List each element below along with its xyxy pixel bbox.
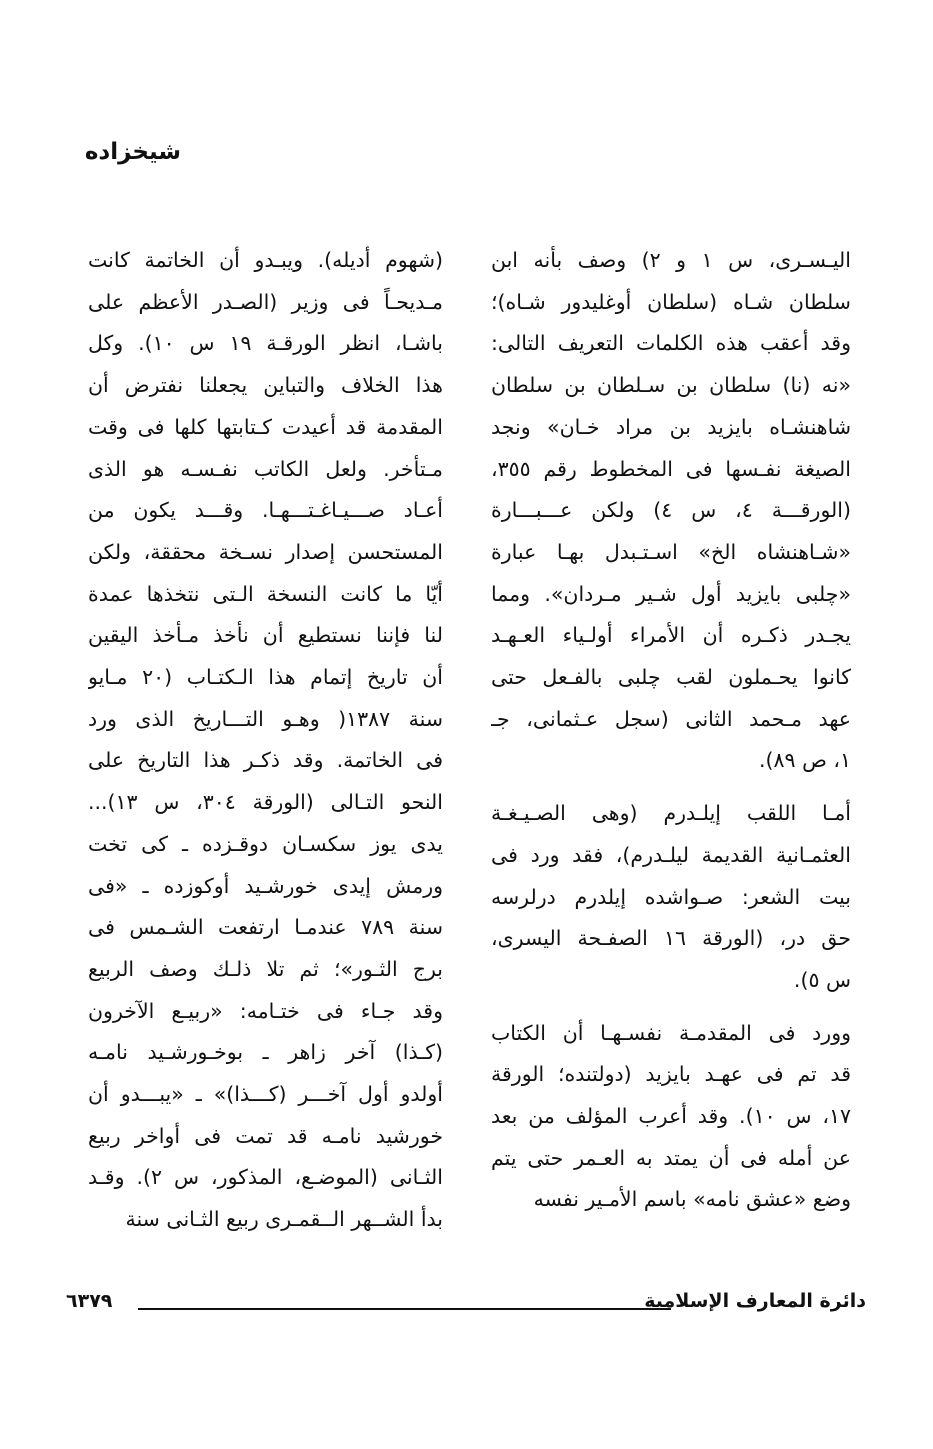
text-line: فى الخاتمة. وقد ذكـر هذا التاريخ على — [88, 748, 443, 773]
text-line: يدى يوز سكسـان دوقـزده ـ كى تخت — [88, 831, 443, 856]
footer-page-number: ٦٣٧٩ — [66, 1290, 113, 1312]
text-line: وقد أعقب هذه الكلمات التعريف التالى: — [491, 331, 851, 356]
text-line: (شهوم أديله). ويبـدو أن الخاتمة كانت — [88, 248, 443, 272]
text-line: شاهنشـاه بايزيد بن مراد خـان» ونجد — [491, 414, 851, 439]
text-line: الصيغة نفـسها فى المخطوط رقم ٣٥٥، — [491, 456, 851, 481]
text-line: قد تم فى عهـد بايزيد (دولتنده؛ الورقة — [491, 1062, 851, 1087]
page-title: شيخزاده — [84, 139, 181, 165]
text-line: أعـاد صـــيـاغـتـــهـا. وقـــد يكون من — [88, 498, 443, 523]
text-line: وقد جـاء فى ختـامه: «ربيـع الآخرون — [88, 998, 443, 1023]
text-line: كانوا يحـملون لقب چلبى بالفـعل حتى — [491, 665, 851, 690]
text-line: وورد فى المقدمـة نفسـهـا أن الكتاب — [491, 1020, 851, 1045]
text-line: حق در، (الورقة ١٦ الصفـحة اليسرى، — [491, 926, 851, 951]
text-line: هذا الخلاف والتباين يجعلنا نفترض أن — [88, 373, 443, 398]
text-line: اليـسـرى، س ١ و ٢) وصف بأنه ابن — [491, 248, 851, 272]
text-line: برج الثـور»؛ ثم تلا ذلـك وصف الربيع — [88, 956, 443, 981]
text-line: العثمـانية القديمة ليلـدرم)، فقد ورد فى — [491, 842, 851, 867]
text-line: «شـاهنشاه الخ» اسـتـبدل بهـا عبارة — [491, 539, 851, 564]
text-line: أمـا اللقب إيلـدرم (وهى الصـيـغـة — [491, 801, 851, 826]
text-line: يجـدر ذكـره أن الأمراء أولـياء العـهـد — [491, 623, 851, 648]
paragraph — [88, 240, 443, 1241]
text-line: أولدو أول آخـــر (كـــذا)» ـ «يبـــدو أن — [88, 1082, 443, 1107]
text-line: لنا فإننا نستطيع أن نأخذ مـأخذ اليقين — [88, 623, 443, 648]
paragraph — [491, 1013, 851, 1222]
page-footer — [66, 1286, 866, 1326]
text-line: بدأ الشــهر الــقمـرى ربيع الثـانى سنة — [125, 1207, 443, 1232]
left-column — [88, 240, 443, 1241]
text-line: باشـا، انظر الورقـة ١٩ س ١٠). وكل — [88, 331, 443, 356]
paragraph — [491, 240, 851, 782]
text-line: سنة ١٣٨٧( وهـو التـــاريخ الذى ورد — [88, 706, 443, 731]
text-line: النحو التـالى (الورقة ٣٠٤، س ١٣)... — [88, 790, 443, 815]
text-line: وضع «عشق نامه» باسم الأمـير نفسه — [533, 1187, 851, 1212]
text-line: المقدمة قد أعيدت كـتابتها كلها فى وقت — [88, 414, 443, 439]
text-line: الثـانى (الموضـع، المذكور، س ٢). وقـد — [88, 1165, 443, 1190]
text-line: عن أمله فى أن يمتد به العـمر حتى يتم — [491, 1145, 851, 1170]
text-line: ١٧، س ١٠). وقد أعرب المؤلف من بعد — [491, 1104, 851, 1129]
footer-encyclopedia-title: دائرة المعارف الإسلامية — [644, 1290, 866, 1312]
right-column — [491, 240, 851, 1221]
text-line: مـديحـاً فى وزير (الصـدر الأعظم على — [88, 289, 443, 314]
text-line: سلطان شـاه (سلطان أوغليدور شـاه)؛ — [491, 289, 851, 314]
text-line: «نه (نا) سلطان بن سـلطان بن سلطان — [491, 373, 851, 398]
text-line: عهد مـحمد الثانى (سجل عـثمانى، جـ — [491, 706, 851, 731]
paragraph — [491, 793, 851, 1002]
text-line: بيت الشعر: صـواشده إيلدرم درلرسه — [491, 884, 851, 909]
text-line: (الورقـــة ٤، س ٤) ولكن عـــبـــارة — [491, 498, 851, 523]
text-line: أن تاريخ إتمام هذا الـكتـاب (٢٠ مـايو — [88, 665, 443, 690]
text-line: سنة ٧٨٩ عندمـا ارتفعت الشـمس فى — [88, 915, 443, 940]
text-line: س ٥). — [793, 967, 851, 992]
text-line: (كـذا) آخر زاهر ـ بوخـورشـيد نامـه — [88, 1040, 443, 1065]
text-line: مـتأخر. ولعل الكاتب نفـسـه هو الذى — [88, 456, 443, 481]
text-line: «چلبى بايزيد أول شـير مـردان». ومما — [491, 581, 851, 606]
text-line: المستحسن إصدار نسـخة محققة، ولكن — [88, 539, 443, 564]
text-line: خورشيد نامـه قد تمت فى أواخر ربيع — [88, 1123, 443, 1148]
text-line: ١، ص ٨٩). — [759, 748, 851, 773]
text-line: أيّا ما كانت النسخة الـتى نتخذها عمدة — [88, 581, 443, 606]
text-line: ورمش إيدى خورشـيد أوكوزده ـ «فى — [88, 873, 443, 898]
footer-rule — [138, 1308, 671, 1310]
